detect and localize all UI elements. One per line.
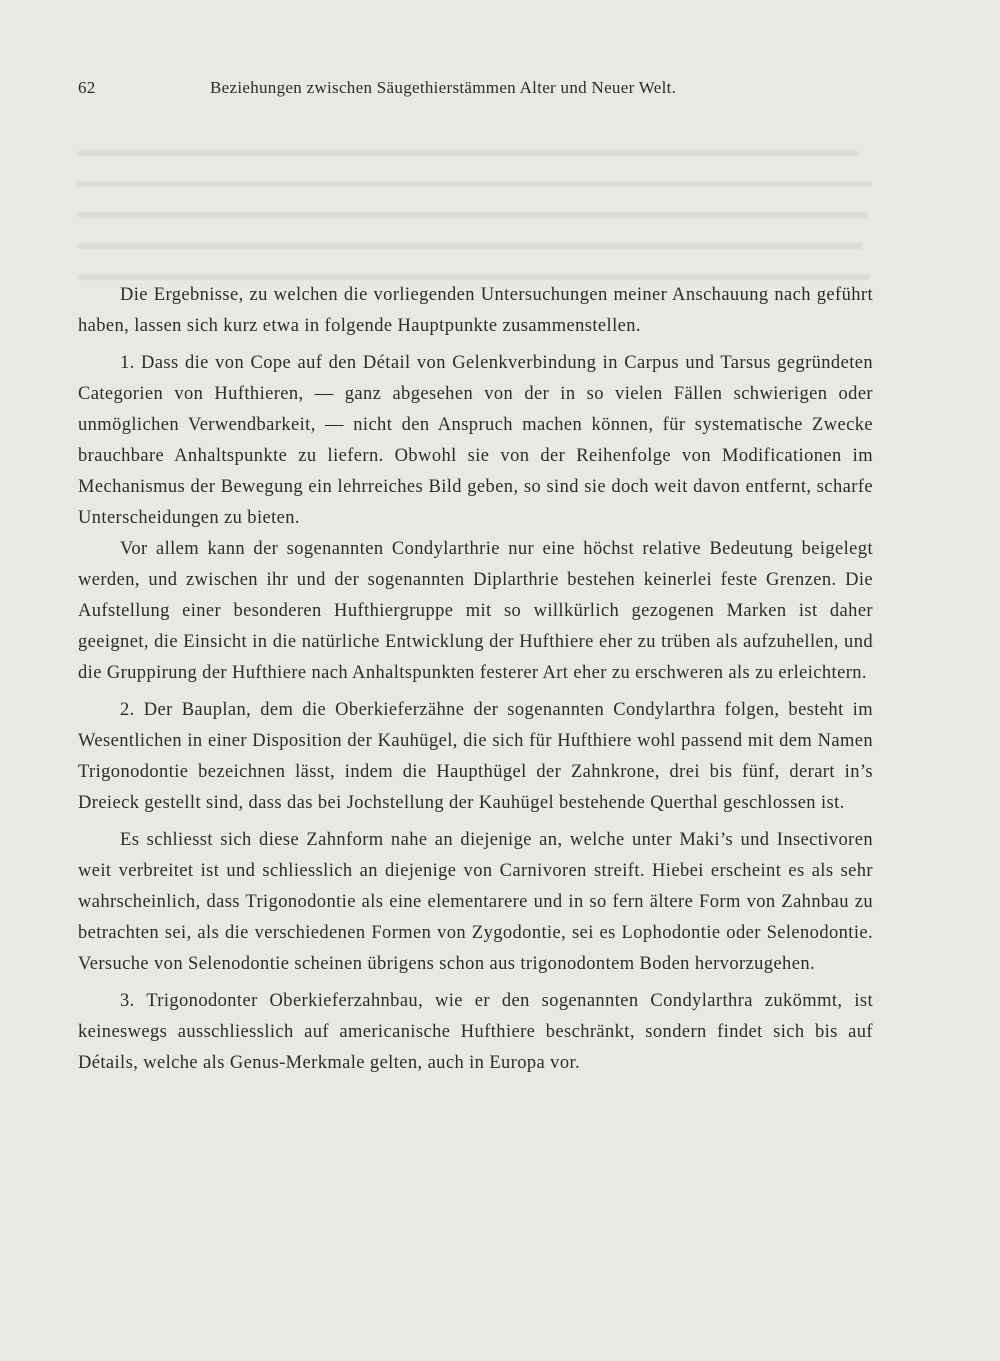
running-title: Beziehungen zwischen Säugethierstämmen Alter und Neuer Welt. [210,78,677,97]
paragraph: Es schliesst sich diese Zahnform nahe an diejenige an, welche unter Maki’s und Insectivoren weit verbreitet ist und schliesslich an diejenige von Carnivoren streift. Hiebei erscheint es als sehr wahrscheinlich, dass Trigonodontie als eine elementarere und in so fern ältere Form von Zahnbau zu betrachten sei, als die verschiedenen Formen von Zygodontie, sei es Lophodontie oder Selenodontie. Versuche von Selenodontie scheinen übrigens schon aus trigonodontem Boden hervorzugehen. [78,830,873,974]
body-text [78,280,873,1079]
paragraph: 3. Trigonodonter Oberkieferzahnbau, wie er den sogenannten Condylarthra zukömmt, ist keineswegs ausschliesslich auf americanische Hufthiere beschränkt, sondern findet sich bis auf Détails, welche als Genus-Merkmale gelten, auch in Europa vor. [78,991,873,1073]
paragraph: Die Ergebnisse, zu welchen die vorliegenden Untersuchungen meiner Anschauung nach geführt haben, lassen sich kurz etwa in folgende Hauptpunkte zusammenstellen. [78,285,873,336]
paragraph: Vor allem kann der sogenannten Condylarthrie nur eine höchst relative Bedeutung beigelegt werden, und zwischen ihr und der sogenannten Diplarthrie bestehen keinerlei feste Grenzen. Die Aufstellung einer besonderen Hufthiergruppe mit so willkürlich gezogenen Marken ist daher geeignet, die Einsicht in die natürliche Entwicklung der Hufthiere eher zu trüben als aufzuhellen, und die Gruppirung der Hufthiere nach Anhaltspunkten festerer Art eher zu erschweren als zu erleichtern. [78,539,873,683]
page-number: 62 [78,78,96,97]
page-header [78,78,878,106]
paragraph: 2. Der Bauplan, dem die Oberkieferzähne der sogenannten Condylarthra folgen, besteht im Wesentlichen in einer Disposition der Kauhügel, die sich für Hufthiere wohl passend mit dem Namen Trigonodontie bezeichnen lässt, indem die Haupthügel der Zahnkrone, drei bis fünf, derart in’s Dreieck gestellt sind, dass das bei Jochstellung der Kauhügel bestehende Querthal geschlossen ist. [78,700,873,813]
bleed-through-texture [78,135,878,290]
paragraph: 1. Dass die von Cope auf den Détail von Gelenkverbindung in Carpus und Tarsus gegründeten Categorien von Hufthieren, — ganz abgesehen von der in so vielen Fällen schwierigen oder unmöglichen Verwendbarkeit, — nicht den Anspruch machen können, für systematische Zwecke brauchbare Anhaltspunkte zu liefern. Obwohl sie von der Reihenfolge von Modificationen im Mechanismus der Bewegung ein lehrreiches Bild geben, so sind sie doch weit davon entfernt, scharfe Unterscheidungen zu bieten. [78,353,873,528]
